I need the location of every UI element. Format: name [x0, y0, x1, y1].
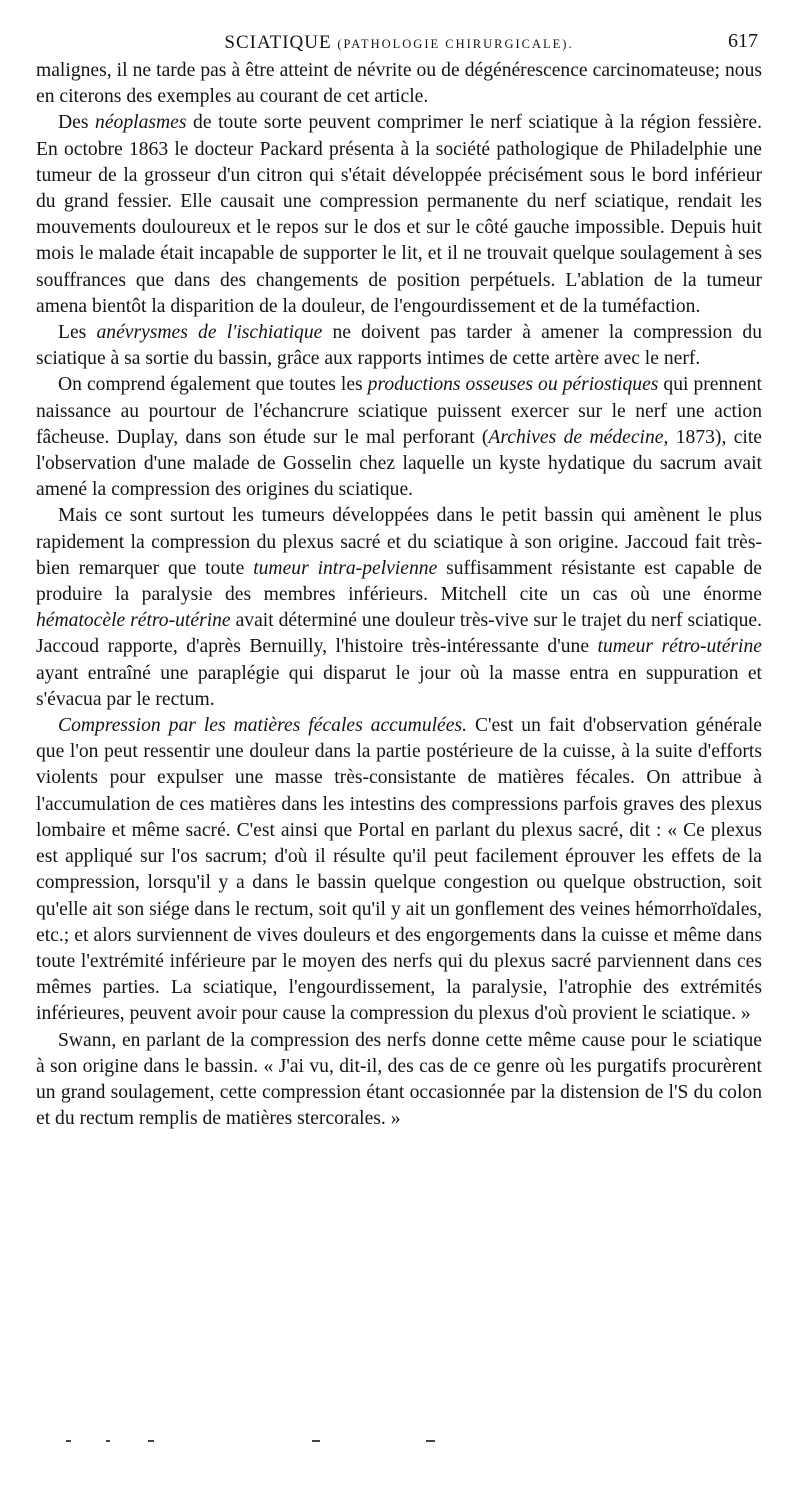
italic-text: néoplasmes [95, 112, 187, 134]
footer-print-marks [60, 1440, 460, 1446]
text-run: ayant entraîné une paraplégie qui disparut le jour où la masse entra en suppuration et s'évacua par le rectum. [36, 662, 762, 710]
text-run: avait déterminé une douleur très-vive sur le trajet du nerf sciatique. Jaccoud rapporte, d'après Bernuilly, l'histoire très-intéressante d'une [36, 610, 762, 658]
text-run: qui prennent naissance au pourtour de l'échancrure sciatique puissent exercer sur le nerf une action fâcheuse. Duplay, dans son étude sur le mal perforant ( [36, 374, 763, 448]
paragraph [36, 372, 762, 503]
italic-text: Compression par les matières fécales accumulées. [58, 715, 467, 737]
text-run: Swann, en parlant de la compression des nerfs donne cette même cause pour le sciatique à son origine dans le bassin. « J'ai vu, dit-il, des cas de ce genre où les purgatifs procurèrent un grand soulagement, cette compression étant occasionnée par la distension de l'S du colon et du rectum remplis de matières stercorales. » [36, 1029, 762, 1130]
text-run: Mais ce sont surtout les tumeurs développées dans le petit bassin qui amènent le plus rapidement la compression du plexus sacré et du sciatique à son origine. Jaccoud fait très-bien remarquer que toute [36, 505, 762, 579]
italic-text: anévrysmes de l'ischiatique [96, 322, 323, 344]
italic-text: productions osseuses ou périostiques [367, 374, 659, 396]
text-run: 1873), cite l'observation d'une malade de Gosselin chez laquelle un kyste hydatique du sacrum avait amené la compression des origines du sciatique. [36, 426, 762, 501]
paragraph [36, 320, 762, 372]
text-run: Les [58, 322, 97, 344]
text-run: ne doivent pas tarder à amener la compression du sciatique à sa sortie du bassin, grâce aux rapports intimes de cette artère avec le nerf. [36, 322, 763, 370]
text-run: C'est un fait d'observation générale que l'on peut ressentir une douleur dans la partie postérieure de la cuisse, à la suite d'efforts violents pour expulser une masse très-consistante de matières fécales. On attribue à l'accumulation de ces matières dans les intestins des compressions parfois graves des plexus lombaire et même sacré. C'est ainsi que Portal en parlant du plexus sacré, dit : « Ce plexus est appliqué sur l'os sacrum; d'où il résulte qu'il peut facilement éprouver les effets de la compression, lorsqu'il y a dans le bassin quelque congestion ou quelque obstruction, soit qu'elle ait son siége dans le rectum, soit qu'il y ait un gonflement des veines hémorrhoïdales, etc.; et alors surviennent de vives douleurs et des engorgements dans la cuisse et même dans toute l'extrémité inférieure par le moyen des nerfs qui du plexus sacré parviennent dans ces mêmes parties. La sciatique, l'engourdissement, la paralysie, l'atrophie des extrémités inférieures, peuvent avoir pour cause la compression du plexus d'où provient le sciatique. » [36, 715, 762, 1025]
text-run: malignes, il ne tarde pas à être atteint de névrite ou de dégénérescence carcinomateuse; nous en citerons des exemples au courant de cet article. [36, 60, 762, 108]
header-title-main: SCIATIQUE [224, 32, 332, 53]
body-text [36, 58, 762, 1132]
paragraph [36, 503, 762, 713]
text-run: Des [58, 112, 96, 134]
paragraph [36, 110, 762, 320]
paragraph [36, 58, 762, 110]
header-title [36, 32, 762, 54]
header-title-sub: (PATHOLOGIE CHIRURGICALE). [337, 37, 574, 51]
paragraph [36, 1028, 762, 1133]
italic-text: Archives de médecine, [488, 426, 669, 448]
italic-text: hématocèle rétro-utérine [36, 610, 231, 632]
italic-text: tumeur rétro-utérine [597, 636, 762, 658]
italic-text: tumeur intra-pelvienne [253, 557, 438, 579]
paragraph [36, 713, 762, 1027]
text-run: On comprend également que toutes les [58, 374, 368, 396]
text-run: de toute sorte peuvent comprimer le nerf sciatique à la région fessière. En octobre 1863 le docteur Packard présenta à la société pathologique de Philadelphie une tumeur de la grosseur d'un citron qui s'était développée précisément sous le bord inférieur du grand fessier. Elle causait une compression permanente du nerf sciatique, rendait les mouvements douloureux et le repos sur le dos et sur le côté gauche impossible. Depuis huit mois le malade était incapable de supporter le lit, et il ne trouvait quelque soulagement à ses souffrances que dans des changements de position perpétuels. L'ablation de la tumeur amena bientôt la disparition de la douleur, de l'engourdissement et de la tuméfaction. [36, 112, 762, 317]
page-number: 617 [728, 30, 758, 52]
running-header [36, 28, 762, 58]
text-run: suffisamment résistante est capable de produire la paralysie des membres inférieurs. Mitchell cite un cas où une énorme [36, 557, 762, 606]
